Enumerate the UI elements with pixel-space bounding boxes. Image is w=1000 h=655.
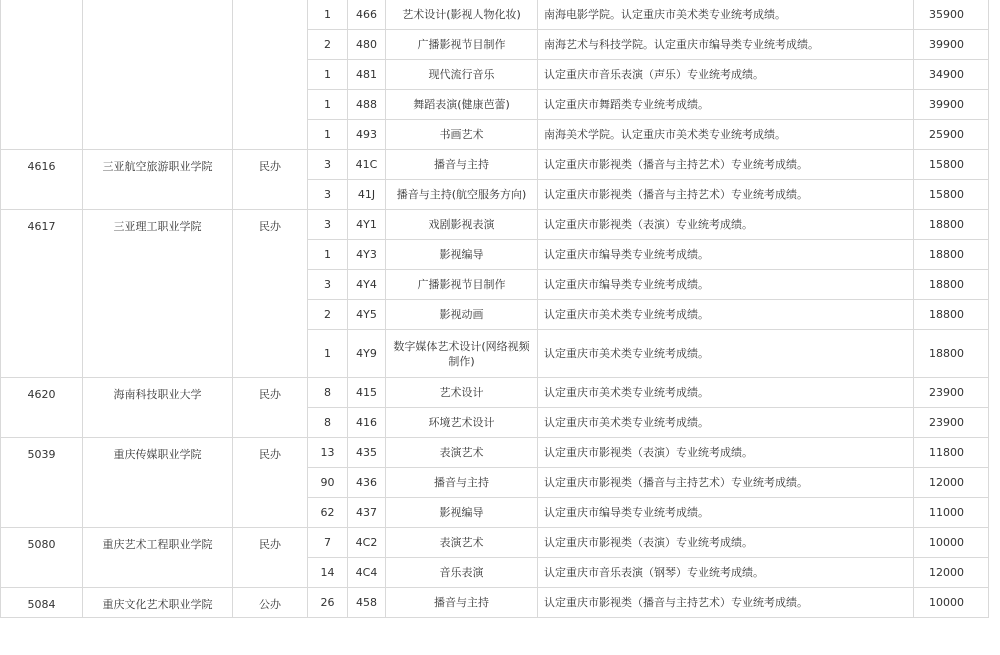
major-code-cell: 481: [348, 60, 386, 90]
major-name-cell: 表演艺术: [386, 438, 538, 468]
major-code-cell: 4Y3: [348, 240, 386, 270]
school-type-cell: 民办: [233, 378, 308, 438]
plan-count-cell: 8: [308, 408, 348, 438]
major-code-cell: 4Y5: [348, 300, 386, 330]
table-row: [1, 588, 989, 618]
tuition-cell: 11000: [914, 498, 989, 528]
tuition-cell: 18800: [914, 300, 989, 330]
school-code-cell: 4617: [1, 210, 83, 378]
plan-count-cell: 1: [308, 0, 348, 30]
school-type-cell: 民办: [233, 528, 308, 588]
plan-count-cell: 14: [308, 558, 348, 588]
plan-count-cell: 90: [308, 468, 348, 498]
note-cell: 认定重庆市舞蹈类专业统考成绩。: [538, 90, 914, 120]
major-name-cell: 播音与主持: [386, 588, 538, 618]
major-name-cell: 数字媒体艺术设计(网络视频制作): [386, 330, 538, 378]
note-cell: 认定重庆市影视类（表演）专业统考成绩。: [538, 438, 914, 468]
tuition-cell: 25900: [914, 120, 989, 150]
note-cell: 认定重庆市美术类专业统考成绩。: [538, 378, 914, 408]
tuition-cell: 15800: [914, 180, 989, 210]
plan-count-cell: 26: [308, 588, 348, 618]
tuition-cell: 23900: [914, 378, 989, 408]
table-row: [1, 150, 989, 180]
major-code-cell: 4C2: [348, 528, 386, 558]
school-type-cell: 民办: [233, 438, 308, 528]
school-code-cell: 5039: [1, 438, 83, 528]
plan-count-cell: 7: [308, 528, 348, 558]
plan-count-cell: 3: [308, 180, 348, 210]
major-name-cell: 环境艺术设计: [386, 408, 538, 438]
major-name-cell: 播音与主持(航空服务方向): [386, 180, 538, 210]
major-name-cell: 艺术设计(影视人物化妆): [386, 0, 538, 30]
major-name-cell: 广播影视节目制作: [386, 30, 538, 60]
tuition-cell: 12000: [914, 558, 989, 588]
note-cell: 认定重庆市编导类专业统考成绩。: [538, 498, 914, 528]
major-code-cell: 437: [348, 498, 386, 528]
note-cell: 认定重庆市影视类（播音与主持艺术）专业统考成绩。: [538, 180, 914, 210]
major-code-cell: 4Y9: [348, 330, 386, 378]
major-name-cell: 影视编导: [386, 498, 538, 528]
major-code-cell: 436: [348, 468, 386, 498]
school-type-cell: 公办: [233, 588, 308, 618]
major-name-cell: 广播影视节目制作: [386, 270, 538, 300]
major-code-cell: 480: [348, 30, 386, 60]
note-cell: 认定重庆市影视类（播音与主持艺术）专业统考成绩。: [538, 150, 914, 180]
school-name-cell: 重庆文化艺术职业学院: [83, 588, 233, 618]
major-name-cell: 书画艺术: [386, 120, 538, 150]
school-code-cell: 5084: [1, 588, 83, 618]
school-code-cell: 5080: [1, 528, 83, 588]
tuition-cell: 10000: [914, 588, 989, 618]
major-name-cell: 播音与主持: [386, 150, 538, 180]
major-code-cell: 493: [348, 120, 386, 150]
school-type-cell: 民办: [233, 210, 308, 378]
school-type-cell: [233, 0, 308, 150]
school-code-cell: 4620: [1, 378, 83, 438]
plan-count-cell: 1: [308, 240, 348, 270]
school-code-cell: 4616: [1, 150, 83, 210]
plan-count-cell: 2: [308, 300, 348, 330]
major-name-cell: 戏剧影视表演: [386, 210, 538, 240]
tuition-cell: 39900: [914, 90, 989, 120]
tuition-cell: 11800: [914, 438, 989, 468]
table-row: [1, 438, 989, 468]
major-code-cell: 4C4: [348, 558, 386, 588]
plan-count-cell: 8: [308, 378, 348, 408]
note-cell: 南海美术学院。认定重庆市美术类专业统考成绩。: [538, 120, 914, 150]
note-cell: 南海电影学院。认定重庆市美术类专业统考成绩。: [538, 0, 914, 30]
plan-count-cell: 1: [308, 90, 348, 120]
tuition-cell: 18800: [914, 270, 989, 300]
plan-count-cell: 1: [308, 120, 348, 150]
note-cell: 认定重庆市音乐表演（声乐）专业统考成绩。: [538, 60, 914, 90]
tuition-cell: 18800: [914, 330, 989, 378]
plan-count-cell: 1: [308, 330, 348, 378]
note-cell: 认定重庆市美术类专业统考成绩。: [538, 300, 914, 330]
note-cell: 认定重庆市编导类专业统考成绩。: [538, 240, 914, 270]
table-row: [1, 528, 989, 558]
major-name-cell: 现代流行音乐: [386, 60, 538, 90]
tuition-cell: 18800: [914, 210, 989, 240]
major-code-cell: 415: [348, 378, 386, 408]
plan-count-cell: 3: [308, 210, 348, 240]
major-name-cell: 影视编导: [386, 240, 538, 270]
note-cell: 认定重庆市影视类（播音与主持艺术）专业统考成绩。: [538, 468, 914, 498]
school-name-cell: 三亚航空旅游职业学院: [83, 150, 233, 210]
school-name-cell: [83, 0, 233, 150]
plan-count-cell: 1: [308, 60, 348, 90]
major-code-cell: 4Y4: [348, 270, 386, 300]
school-type-cell: 民办: [233, 150, 308, 210]
note-cell: 认定重庆市影视类（表演）专业统考成绩。: [538, 528, 914, 558]
tuition-cell: 12000: [914, 468, 989, 498]
major-code-cell: 41J: [348, 180, 386, 210]
tuition-cell: 18800: [914, 240, 989, 270]
major-code-cell: 458: [348, 588, 386, 618]
plan-count-cell: 3: [308, 270, 348, 300]
school-name-cell: 三亚理工职业学院: [83, 210, 233, 378]
major-code-cell: 435: [348, 438, 386, 468]
major-name-cell: 艺术设计: [386, 378, 538, 408]
major-name-cell: 音乐表演: [386, 558, 538, 588]
plan-count-cell: 3: [308, 150, 348, 180]
table-row: [1, 210, 989, 240]
major-name-cell: 表演艺术: [386, 528, 538, 558]
major-code-cell: 416: [348, 408, 386, 438]
tuition-cell: 34900: [914, 60, 989, 90]
note-cell: 认定重庆市音乐表演（钢琴）专业统考成绩。: [538, 558, 914, 588]
major-code-cell: 466: [348, 0, 386, 30]
major-code-cell: 488: [348, 90, 386, 120]
school-name-cell: 重庆艺术工程职业学院: [83, 528, 233, 588]
tuition-cell: 23900: [914, 408, 989, 438]
table-row: [1, 0, 989, 30]
major-code-cell: 4Y1: [348, 210, 386, 240]
tuition-cell: 15800: [914, 150, 989, 180]
school-name-cell: 重庆传媒职业学院: [83, 438, 233, 528]
note-cell: 认定重庆市影视类（表演）专业统考成绩。: [538, 210, 914, 240]
note-cell: 认定重庆市美术类专业统考成绩。: [538, 408, 914, 438]
table-row: [1, 378, 989, 408]
plan-count-cell: 62: [308, 498, 348, 528]
major-name-cell: 影视动画: [386, 300, 538, 330]
tuition-cell: 10000: [914, 528, 989, 558]
note-cell: 南海艺术与科技学院。认定重庆市编导类专业统考成绩。: [538, 30, 914, 60]
plan-count-cell: 13: [308, 438, 348, 468]
note-cell: 认定重庆市影视类（播音与主持艺术）专业统考成绩。: [538, 588, 914, 618]
plan-count-cell: 2: [308, 30, 348, 60]
tuition-cell: 35900: [914, 0, 989, 30]
note-cell: 认定重庆市编导类专业统考成绩。: [538, 270, 914, 300]
major-code-cell: 41C: [348, 150, 386, 180]
school-name-cell: 海南科技职业大学: [83, 378, 233, 438]
note-cell: 认定重庆市美术类专业统考成绩。: [538, 330, 914, 378]
major-name-cell: 舞蹈表演(健康芭蕾): [386, 90, 538, 120]
major-name-cell: 播音与主持: [386, 468, 538, 498]
tuition-cell: 39900: [914, 30, 989, 60]
school-code-cell: [1, 0, 83, 150]
